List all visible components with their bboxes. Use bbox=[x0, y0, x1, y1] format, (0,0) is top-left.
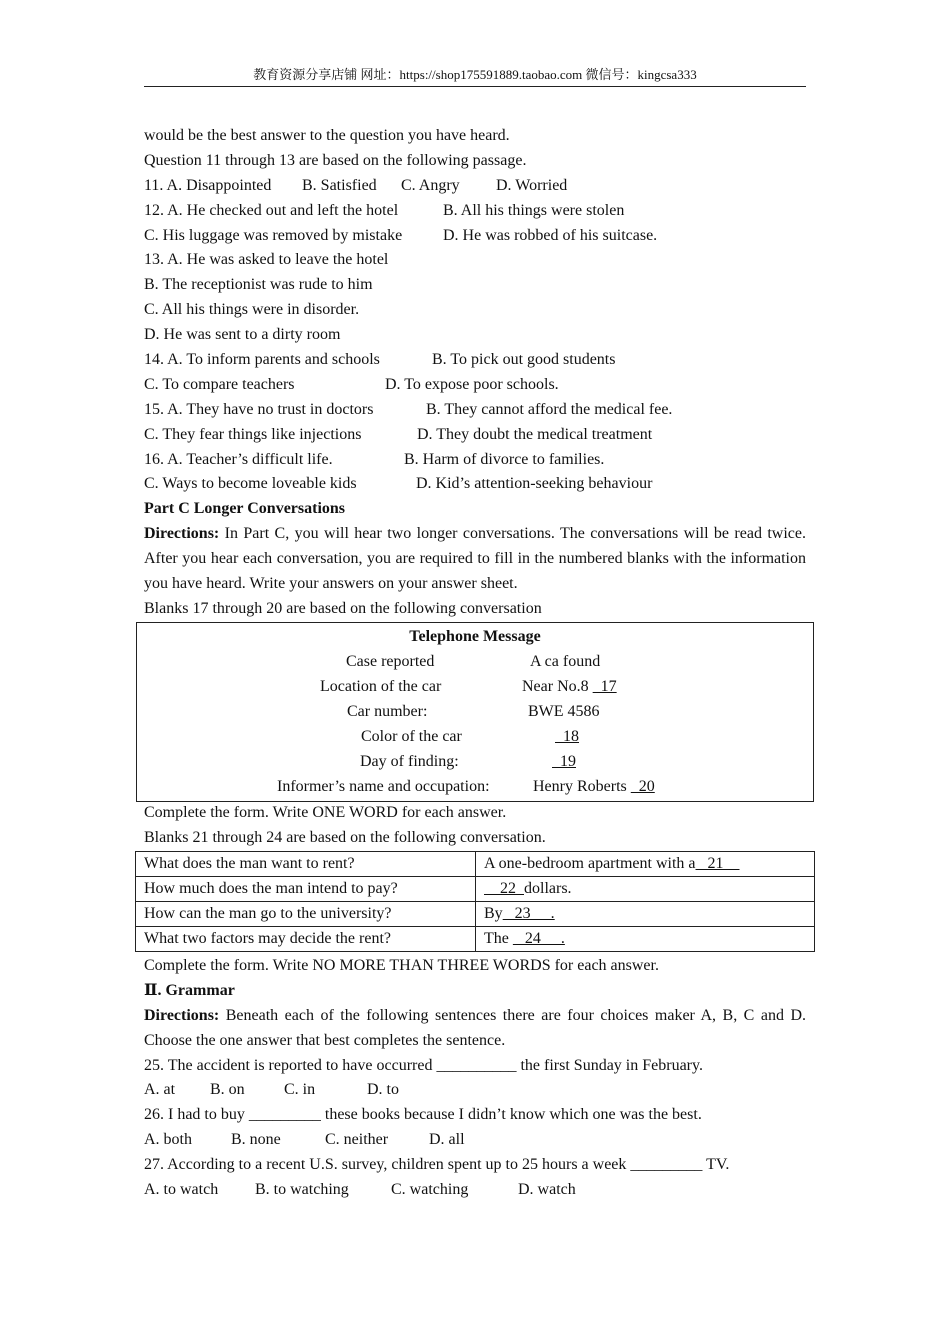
table-row bbox=[136, 852, 815, 877]
option-d: D. Worried bbox=[496, 176, 568, 194]
section-title-part-c: Part C Longer Conversations bbox=[144, 500, 346, 518]
message-value bbox=[555, 725, 579, 749]
option-c: C. watching bbox=[391, 1181, 469, 1199]
option-b: B. Harm of divorce to families. bbox=[404, 450, 605, 468]
question-cell: How much does the man intend to pay? bbox=[136, 877, 476, 902]
table-row bbox=[136, 902, 815, 927]
question-cell: What two factors may decide the rent? bbox=[136, 927, 476, 952]
option-a: 11. A. Disappointed bbox=[144, 176, 272, 194]
question-15-cont bbox=[144, 423, 806, 448]
option-b: B. to watching bbox=[255, 1181, 349, 1199]
question-13-option-b: B. The receptionist was rude to him bbox=[144, 276, 373, 294]
page-header: 教育资源分享店铺 网址：https://shop175591889.taobao.com 微信号：kingcsa333 bbox=[144, 66, 806, 87]
option-d: D. watch bbox=[518, 1181, 576, 1199]
question-27-stem: 27. According to a recent U.S. survey, children spent up to 25 hours a week _________ TV. bbox=[144, 1156, 730, 1174]
question-27-options bbox=[144, 1178, 806, 1203]
answer-blank: 21 bbox=[695, 855, 740, 872]
answer-blank: 23 . bbox=[502, 905, 555, 922]
option-c: C. They fear things like injections bbox=[144, 425, 362, 443]
answer-cell bbox=[476, 927, 815, 952]
question-25-stem: 25. The accident is reported to have occurred __________ the first Sunday in February. bbox=[144, 1056, 703, 1074]
question-cell: What does the man want to rent? bbox=[136, 852, 476, 877]
option-a: 16. A. Teacher’s difficult life. bbox=[144, 450, 333, 468]
message-label: Day of finding: bbox=[360, 753, 459, 770]
option-d: D. Kid’s attention-seeking behaviour bbox=[416, 475, 653, 493]
answer-cell bbox=[476, 877, 815, 902]
table-row bbox=[136, 927, 815, 952]
message-value bbox=[522, 675, 617, 699]
part-c-directions bbox=[144, 522, 806, 597]
rent-table bbox=[135, 851, 815, 952]
message-label: Case reported bbox=[346, 653, 435, 670]
message-label: Color of the car bbox=[361, 728, 462, 745]
question-11 bbox=[144, 174, 806, 199]
option-c: C. His luggage was removed by mistake bbox=[144, 226, 403, 244]
answer-post: dollars. bbox=[524, 880, 572, 897]
text-line: would be the best answer to the question you have heard. bbox=[144, 127, 510, 144]
option-a: A. both bbox=[144, 1131, 192, 1149]
grammar-section bbox=[144, 954, 806, 1203]
option-c: C. in bbox=[284, 1081, 316, 1099]
question-16-cont bbox=[144, 472, 806, 497]
question-16 bbox=[144, 448, 806, 473]
question-cell: How can the man go to the university? bbox=[136, 902, 476, 927]
option-b: B. on bbox=[210, 1081, 245, 1099]
instruction-three-words: Complete the form. Write NO MORE THAN THREE WORDS for each answer. bbox=[144, 957, 659, 974]
option-b: B. All his things were stolen bbox=[443, 201, 625, 219]
document-body bbox=[144, 124, 806, 622]
value-text: Near No.8 bbox=[522, 678, 593, 695]
question-13-option-a: 13. A. He was asked to leave the hotel bbox=[144, 251, 389, 269]
blanks-17-20-intro: Blanks 17 through 20 are based on the following conversation bbox=[144, 599, 542, 617]
option-b: B. To pick out good students bbox=[432, 351, 616, 369]
telephone-message-box bbox=[136, 622, 814, 802]
directions-text: Beneath each of the following sentences there are four choices maker A, B, C and D. Choose the one answer that best completes the sentence. bbox=[144, 1006, 806, 1049]
directions-text: In Part C, you will hear two longer conversations. The conversations will be read twice. After you hear each conversation, you are required to fill in the numbered blanks with the information you have heard. Write your answers on your answer sheet. bbox=[144, 525, 806, 593]
option-a: A. at bbox=[144, 1081, 176, 1099]
answer-pre: A one-bedroom apartment with a bbox=[484, 855, 696, 872]
text-line: Question 11 through 13 are based on the following passage. bbox=[144, 151, 527, 169]
question-14-cont bbox=[144, 373, 806, 398]
grammar-directions bbox=[144, 1004, 806, 1054]
question-15 bbox=[144, 398, 806, 423]
instruction-one-word: Complete the form. Write ONE WORD for each answer. bbox=[144, 804, 507, 821]
value-text: A ca found bbox=[530, 653, 601, 670]
table-row bbox=[136, 877, 815, 902]
answer-blank: 18 bbox=[555, 728, 579, 745]
answer-blank: 17 bbox=[592, 678, 617, 695]
message-value bbox=[533, 775, 655, 799]
answer-blank: 22 bbox=[484, 880, 524, 897]
option-d: D. to bbox=[367, 1081, 399, 1099]
option-d: D. They doubt the medical treatment bbox=[417, 425, 653, 443]
option-a: 12. A. He checked out and left the hotel bbox=[144, 201, 399, 219]
section-title-grammar: Ⅱ. Grammar bbox=[144, 981, 235, 999]
message-label: Location of the car bbox=[320, 678, 442, 695]
question-26-stem: 26. I had to buy _________ these books because I didn’t know which one was the best. bbox=[144, 1106, 702, 1124]
question-13-option-d: D. He was sent to a dirty room bbox=[144, 326, 341, 344]
option-d: D. all bbox=[429, 1131, 465, 1149]
question-25-options bbox=[144, 1078, 806, 1103]
message-label: Car number: bbox=[347, 703, 428, 720]
option-b: B. Satisfied bbox=[302, 176, 377, 194]
option-c: C. Angry bbox=[401, 176, 460, 194]
message-title: Telephone Message bbox=[409, 628, 541, 645]
question-14 bbox=[144, 348, 806, 373]
message-value bbox=[528, 700, 600, 724]
option-b: B. none bbox=[231, 1131, 281, 1149]
option-c: C. neither bbox=[325, 1131, 389, 1149]
answer-cell bbox=[476, 902, 815, 927]
message-value bbox=[552, 750, 576, 774]
option-c: C. To compare teachers bbox=[144, 375, 295, 393]
answer-pre: The bbox=[484, 930, 513, 947]
answer-blank: 19 bbox=[552, 753, 576, 770]
message-label: Informer’s name and occupation: bbox=[277, 778, 490, 795]
question-13-option-c: C. All his things were in disorder. bbox=[144, 301, 360, 319]
blanks-21-24-intro: Blanks 21 through 24 are based on the following conversation. bbox=[144, 829, 546, 846]
question-12-cont bbox=[144, 224, 806, 249]
answer-blank: 24 . bbox=[512, 930, 565, 947]
message-value bbox=[530, 650, 600, 674]
answer-pre: By bbox=[484, 905, 503, 922]
question-26-options bbox=[144, 1128, 806, 1153]
value-text: Henry Roberts bbox=[533, 778, 631, 795]
answer-blank: 20 bbox=[630, 778, 655, 795]
option-a: A. to watch bbox=[144, 1181, 219, 1199]
option-a: 15. A. They have no trust in doctors bbox=[144, 400, 374, 418]
directions-label: Directions: bbox=[144, 525, 220, 543]
option-b: B. They cannot afford the medical fee. bbox=[426, 400, 673, 418]
question-12 bbox=[144, 199, 806, 224]
directions-label: Directions: bbox=[144, 1006, 220, 1024]
option-d: D. To expose poor schools. bbox=[385, 375, 559, 393]
answer-cell bbox=[476, 852, 815, 877]
option-d: D. He was robbed of his suitcase. bbox=[443, 226, 658, 244]
option-c: C. Ways to become loveable kids bbox=[144, 475, 357, 493]
value-text: BWE 4586 bbox=[528, 703, 600, 720]
option-a: 14. A. To inform parents and schools bbox=[144, 351, 380, 369]
